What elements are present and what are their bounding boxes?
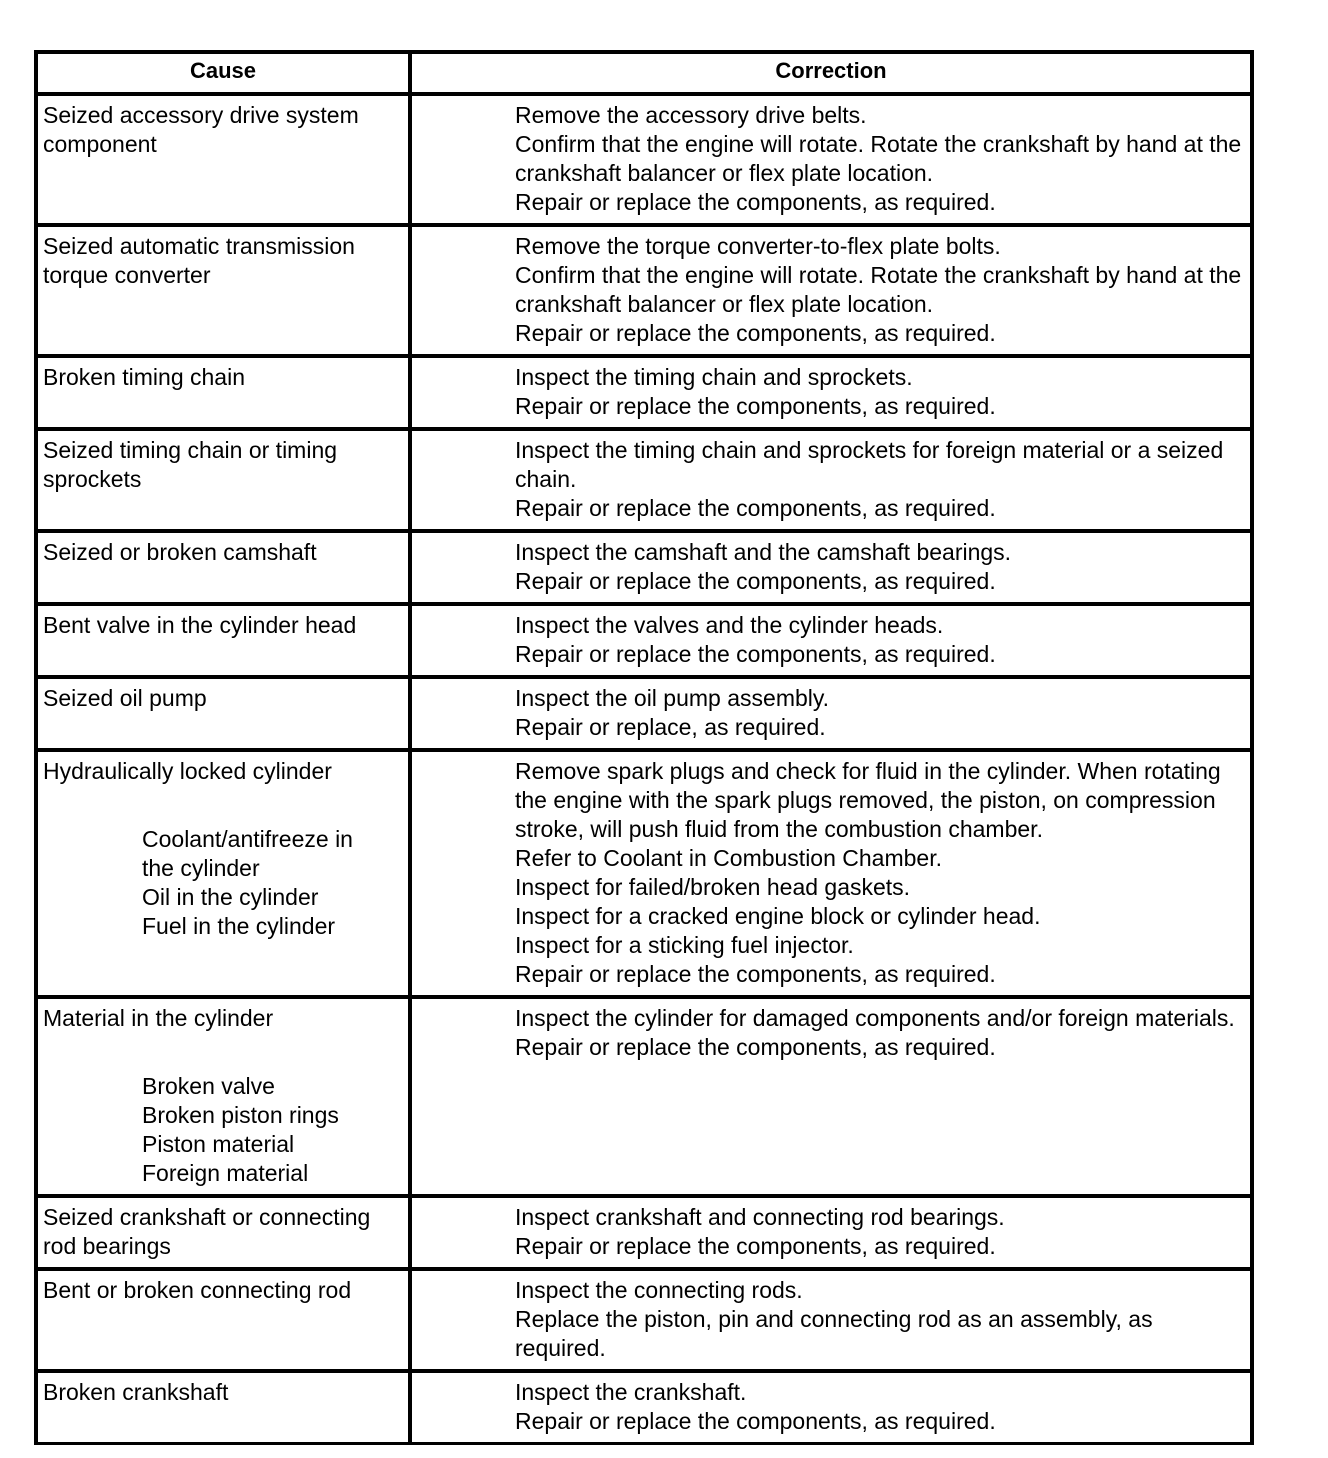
correction-step: Repair or replace, as required. bbox=[515, 714, 826, 740]
cause-cell bbox=[36, 225, 410, 356]
correction-step: Repair or replace the components, as required. bbox=[515, 320, 996, 346]
cause-cell bbox=[36, 1371, 410, 1444]
correction-step: Remove the accessory drive belts. bbox=[515, 102, 867, 128]
sub-cause-item: the cylinder bbox=[142, 855, 260, 881]
cause-cell bbox=[36, 429, 410, 531]
correction-step: Confirm that the engine will rotate. Rotate the crankshaft by hand at the crankshaft balancer or flex plate location. bbox=[515, 262, 1242, 317]
sub-cause-item: Broken valve bbox=[142, 1073, 275, 1099]
correction-cell bbox=[410, 1196, 1252, 1269]
diagnostic-table bbox=[34, 50, 1254, 1445]
correction-step: Inspect the connecting rods. bbox=[515, 1277, 803, 1303]
correction-cell bbox=[410, 997, 1252, 1196]
sub-cause-list bbox=[43, 825, 404, 941]
correction-step: Remove the torque converter-to-flex plate bolts. bbox=[515, 233, 1001, 259]
cause-text: Hydraulically locked cylinder bbox=[43, 758, 332, 784]
correction-step: Inspect the oil pump assembly. bbox=[515, 685, 830, 711]
sub-cause-list bbox=[43, 1072, 404, 1188]
correction-column-header: Correction bbox=[410, 52, 1252, 94]
table-row bbox=[36, 997, 1252, 1196]
header-row bbox=[36, 52, 1252, 94]
correction-step: Repair or replace the components, as required. bbox=[515, 641, 996, 667]
cause-cell bbox=[36, 997, 410, 1196]
correction-step: Repair or replace the components, as required. bbox=[515, 568, 996, 594]
table-row bbox=[36, 1196, 1252, 1269]
sub-cause-item: Piston material bbox=[142, 1131, 295, 1157]
correction-step: Inspect the cylinder for damaged components and/or foreign materials. bbox=[515, 1005, 1235, 1031]
sub-cause-item: Foreign material bbox=[142, 1160, 309, 1186]
table-row bbox=[36, 1371, 1252, 1444]
cause-text: Seized timing chain or timing sprockets bbox=[43, 437, 338, 492]
cause-column-header: Cause bbox=[36, 52, 410, 94]
cause-text: Broken timing chain bbox=[43, 364, 245, 390]
correction-step: Repair or replace the components, as required. bbox=[515, 495, 996, 521]
cause-text: Bent or broken connecting rod bbox=[43, 1277, 352, 1303]
cause-text: Broken crankshaft bbox=[43, 1379, 229, 1405]
correction-step: Inspect for failed/broken head gaskets. bbox=[515, 874, 911, 900]
correction-step: Repair or replace the components, as required. bbox=[515, 1233, 996, 1259]
table-row bbox=[36, 604, 1252, 677]
correction-step: Refer to Coolant in Combustion Chamber. bbox=[515, 845, 942, 871]
cause-cell bbox=[36, 677, 410, 750]
cause-text: Seized accessory drive system component bbox=[43, 102, 359, 157]
table-row bbox=[36, 94, 1252, 225]
correction-cell bbox=[410, 750, 1252, 997]
cause-text: Seized crankshaft or connecting rod bearings bbox=[43, 1204, 371, 1259]
table-row bbox=[36, 225, 1252, 356]
cause-text: Seized automatic transmission torque converter bbox=[43, 233, 355, 288]
cause-cell bbox=[36, 94, 410, 225]
table-row bbox=[36, 750, 1252, 997]
correction-cell bbox=[410, 356, 1252, 429]
sub-cause-item: Oil in the cylinder bbox=[142, 884, 319, 910]
correction-cell bbox=[410, 1371, 1252, 1444]
table-row bbox=[36, 356, 1252, 429]
correction-step: Inspect for a cracked engine block or cylinder head. bbox=[515, 903, 1041, 929]
cause-cell bbox=[36, 1269, 410, 1371]
correction-cell bbox=[410, 677, 1252, 750]
correction-cell bbox=[410, 225, 1252, 356]
cause-text: Seized or broken camshaft bbox=[43, 539, 317, 565]
cause-cell bbox=[36, 750, 410, 997]
correction-cell bbox=[410, 604, 1252, 677]
correction-step: Inspect crankshaft and connecting rod bearings. bbox=[515, 1204, 1005, 1230]
cause-text: Material in the cylinder bbox=[43, 1005, 274, 1031]
table-row bbox=[36, 1269, 1252, 1371]
table-row bbox=[36, 677, 1252, 750]
cause-cell bbox=[36, 531, 410, 604]
correction-step: Repair or replace the components, as required. bbox=[515, 1408, 996, 1434]
correction-step: Inspect for a sticking fuel injector. bbox=[515, 932, 854, 958]
correction-step: Confirm that the engine will rotate. Rotate the crankshaft by hand at the crankshaft balancer or flex plate location. bbox=[515, 131, 1242, 186]
correction-step: Repair or replace the components, as required. bbox=[515, 961, 996, 987]
cause-cell bbox=[36, 1196, 410, 1269]
table-row bbox=[36, 531, 1252, 604]
correction-cell bbox=[410, 531, 1252, 604]
correction-step: Repair or replace the components, as required. bbox=[515, 393, 996, 419]
correction-cell bbox=[410, 429, 1252, 531]
sub-cause-item: Coolant/antifreeze in bbox=[142, 826, 353, 852]
correction-step: Remove spark plugs and check for fluid in the cylinder. When rotating the engine with the spark plugs removed, the piston, on compression stroke, will push fluid from the combustion chamber. bbox=[515, 758, 1221, 842]
correction-cell bbox=[410, 1269, 1252, 1371]
correction-step: Repair or replace the components, as required. bbox=[515, 189, 996, 215]
cause-cell bbox=[36, 604, 410, 677]
cause-text: Seized oil pump bbox=[43, 685, 207, 711]
correction-step: Inspect the timing chain and sprockets for foreign material or a seized chain. bbox=[515, 437, 1224, 492]
correction-step: Repair or replace the components, as required. bbox=[515, 1034, 996, 1060]
correction-step: Inspect the valves and the cylinder heads. bbox=[515, 612, 944, 638]
correction-step: Inspect the crankshaft. bbox=[515, 1379, 747, 1405]
correction-step: Inspect the camshaft and the camshaft bearings. bbox=[515, 539, 1012, 565]
cause-cell bbox=[36, 356, 410, 429]
sub-cause-item: Fuel in the cylinder bbox=[142, 913, 336, 939]
sub-cause-item: Broken piston rings bbox=[142, 1102, 339, 1128]
correction-step: Inspect the timing chain and sprockets. bbox=[515, 364, 913, 390]
correction-cell bbox=[410, 94, 1252, 225]
correction-step: Replace the piston, pin and connecting rod as an assembly, as required. bbox=[515, 1306, 1153, 1361]
cause-text: Bent valve in the cylinder head bbox=[43, 612, 357, 638]
table-row bbox=[36, 429, 1252, 531]
table-body bbox=[36, 94, 1252, 1444]
